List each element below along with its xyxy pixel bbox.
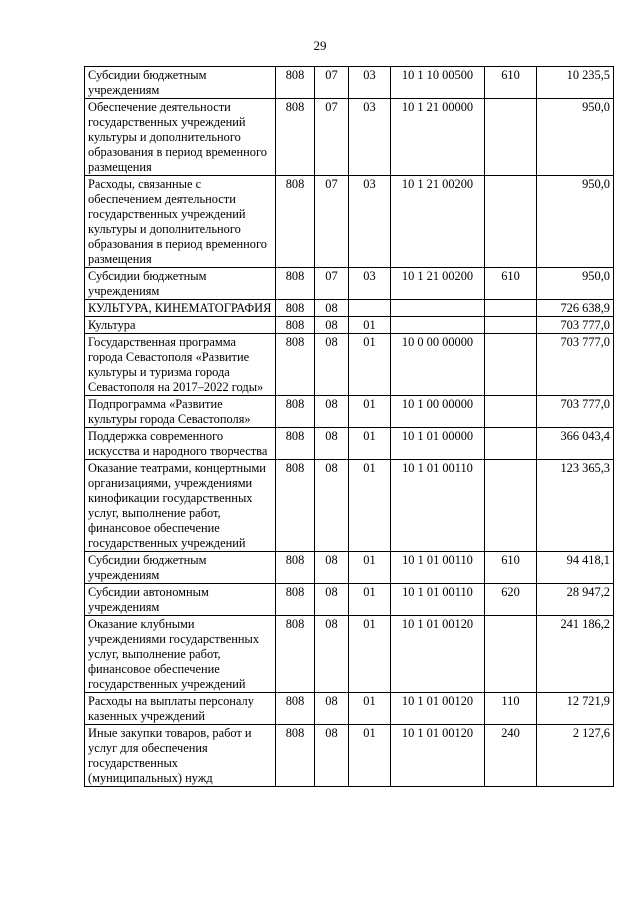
table-row — [85, 67, 614, 99]
row-rz: 08 — [315, 693, 349, 725]
row-rz: 08 — [315, 552, 349, 584]
row-name: Субсидии бюджетным учреждениям — [85, 67, 276, 99]
table-row — [85, 334, 614, 396]
row-sum: 241 186,2 — [537, 616, 614, 693]
row-vr — [485, 428, 537, 460]
row-csr — [391, 300, 485, 317]
table-row — [85, 616, 614, 693]
row-pr: 01 — [349, 460, 391, 552]
row-csr: 10 1 01 00000 — [391, 428, 485, 460]
row-csr: 10 1 21 00200 — [391, 176, 485, 268]
row-rz: 08 — [315, 317, 349, 334]
row-pr: 03 — [349, 99, 391, 176]
row-ved: 808 — [276, 396, 315, 428]
budget-table — [84, 66, 614, 787]
row-rz: 08 — [315, 460, 349, 552]
row-csr: 10 1 10 00500 — [391, 67, 485, 99]
row-rz: 08 — [315, 334, 349, 396]
row-rz: 07 — [315, 99, 349, 176]
row-ved: 808 — [276, 616, 315, 693]
row-csr: 10 0 00 00000 — [391, 334, 485, 396]
row-name: Подпрограмма «Развитие культуры города Севастополя» — [85, 396, 276, 428]
row-name: Субсидии бюджетным учреждениям — [85, 268, 276, 300]
row-name: Расходы, связанные с обеспечением деятельности государственных учреждений культуры и дополнительного образования в период временного размещения — [85, 176, 276, 268]
row-ved: 808 — [276, 176, 315, 268]
row-rz: 08 — [315, 300, 349, 317]
row-vr — [485, 616, 537, 693]
table-row — [85, 693, 614, 725]
table-row — [85, 584, 614, 616]
row-name: Поддержка современного искусства и народного творчества — [85, 428, 276, 460]
row-sum: 2 127,6 — [537, 725, 614, 787]
row-ved: 808 — [276, 552, 315, 584]
row-sum: 703 777,0 — [537, 317, 614, 334]
row-pr: 01 — [349, 334, 391, 396]
table-row — [85, 725, 614, 787]
row-sum: 10 235,5 — [537, 67, 614, 99]
row-ved: 808 — [276, 300, 315, 317]
row-vr: 620 — [485, 584, 537, 616]
table-row — [85, 317, 614, 334]
row-sum: 726 638,9 — [537, 300, 614, 317]
row-vr — [485, 176, 537, 268]
row-vr: 240 — [485, 725, 537, 787]
row-sum: 366 043,4 — [537, 428, 614, 460]
row-pr: 01 — [349, 725, 391, 787]
row-pr: 03 — [349, 67, 391, 99]
row-name: Иные закупки товаров, работ и услуг для обеспечения государственных (муниципальных) нужд — [85, 725, 276, 787]
table-row — [85, 300, 614, 317]
row-name: Оказание театрами, концертными организациями, учреждениями кинофикации государственных услуг, выполнение работ, финансовое обеспечение государственных учреждений — [85, 460, 276, 552]
row-name: Культура — [85, 317, 276, 334]
row-ved: 808 — [276, 317, 315, 334]
row-vr — [485, 300, 537, 317]
row-csr: 10 1 01 00120 — [391, 725, 485, 787]
row-pr: 01 — [349, 428, 391, 460]
row-sum: 703 777,0 — [537, 396, 614, 428]
row-csr: 10 1 01 00110 — [391, 584, 485, 616]
row-rz: 08 — [315, 584, 349, 616]
row-vr: 610 — [485, 268, 537, 300]
row-vr — [485, 334, 537, 396]
row-csr: 10 1 01 00110 — [391, 460, 485, 552]
row-sum: 703 777,0 — [537, 334, 614, 396]
row-ved: 808 — [276, 99, 315, 176]
row-ved: 808 — [276, 334, 315, 396]
row-csr: 10 1 01 00120 — [391, 616, 485, 693]
table-row — [85, 460, 614, 552]
row-ved: 808 — [276, 693, 315, 725]
row-pr: 03 — [349, 268, 391, 300]
row-sum: 950,0 — [537, 99, 614, 176]
row-csr — [391, 317, 485, 334]
row-ved: 808 — [276, 67, 315, 99]
row-vr: 610 — [485, 67, 537, 99]
row-csr: 10 1 21 00200 — [391, 268, 485, 300]
row-name: Обеспечение деятельности государственных учреждений культуры и дополнительного образования в период временного размещения — [85, 99, 276, 176]
row-ved: 808 — [276, 428, 315, 460]
row-pr — [349, 300, 391, 317]
row-name: Субсидии автономным учреждениям — [85, 584, 276, 616]
row-csr: 10 1 21 00000 — [391, 99, 485, 176]
row-rz: 08 — [315, 396, 349, 428]
row-rz: 08 — [315, 428, 349, 460]
row-vr: 110 — [485, 693, 537, 725]
table-row — [85, 428, 614, 460]
row-rz: 07 — [315, 268, 349, 300]
row-sum: 950,0 — [537, 268, 614, 300]
row-vr — [485, 317, 537, 334]
row-pr: 01 — [349, 584, 391, 616]
row-ved: 808 — [276, 725, 315, 787]
row-csr: 10 1 01 00120 — [391, 693, 485, 725]
row-rz: 08 — [315, 616, 349, 693]
row-csr: 10 1 00 00000 — [391, 396, 485, 428]
row-pr: 01 — [349, 616, 391, 693]
table-row — [85, 99, 614, 176]
row-pr: 01 — [349, 396, 391, 428]
row-vr — [485, 460, 537, 552]
budget-table-body — [85, 67, 614, 787]
table-row — [85, 268, 614, 300]
row-sum: 94 418,1 — [537, 552, 614, 584]
table-row — [85, 552, 614, 584]
row-name: Субсидии бюджетным учреждениям — [85, 552, 276, 584]
table-row — [85, 396, 614, 428]
row-vr — [485, 99, 537, 176]
row-csr: 10 1 01 00110 — [391, 552, 485, 584]
row-sum: 28 947,2 — [537, 584, 614, 616]
row-name: Оказание клубными учреждениями государственных услуг, выполнение работ, финансовое обеспечение государственных учреждений — [85, 616, 276, 693]
row-sum: 950,0 — [537, 176, 614, 268]
row-pr: 01 — [349, 552, 391, 584]
row-ved: 808 — [276, 584, 315, 616]
row-pr: 01 — [349, 693, 391, 725]
row-name: Расходы на выплаты персоналу казенных учреждений — [85, 693, 276, 725]
row-pr: 03 — [349, 176, 391, 268]
row-rz: 07 — [315, 176, 349, 268]
row-rz: 07 — [315, 67, 349, 99]
row-vr: 610 — [485, 552, 537, 584]
row-rz: 08 — [315, 725, 349, 787]
row-ved: 808 — [276, 460, 315, 552]
row-sum: 12 721,9 — [537, 693, 614, 725]
row-pr: 01 — [349, 317, 391, 334]
row-sum: 123 365,3 — [537, 460, 614, 552]
row-vr — [485, 396, 537, 428]
row-name: КУЛЬТУРА, КИНЕМАТОГРАФИЯ — [85, 300, 276, 317]
row-name: Государственная программа города Севастополя «Развитие культуры и туризма города Севастополя на 2017–2022 годы» — [85, 334, 276, 396]
table-row — [85, 176, 614, 268]
row-ved: 808 — [276, 268, 315, 300]
page-number: 29 — [313, 38, 327, 53]
